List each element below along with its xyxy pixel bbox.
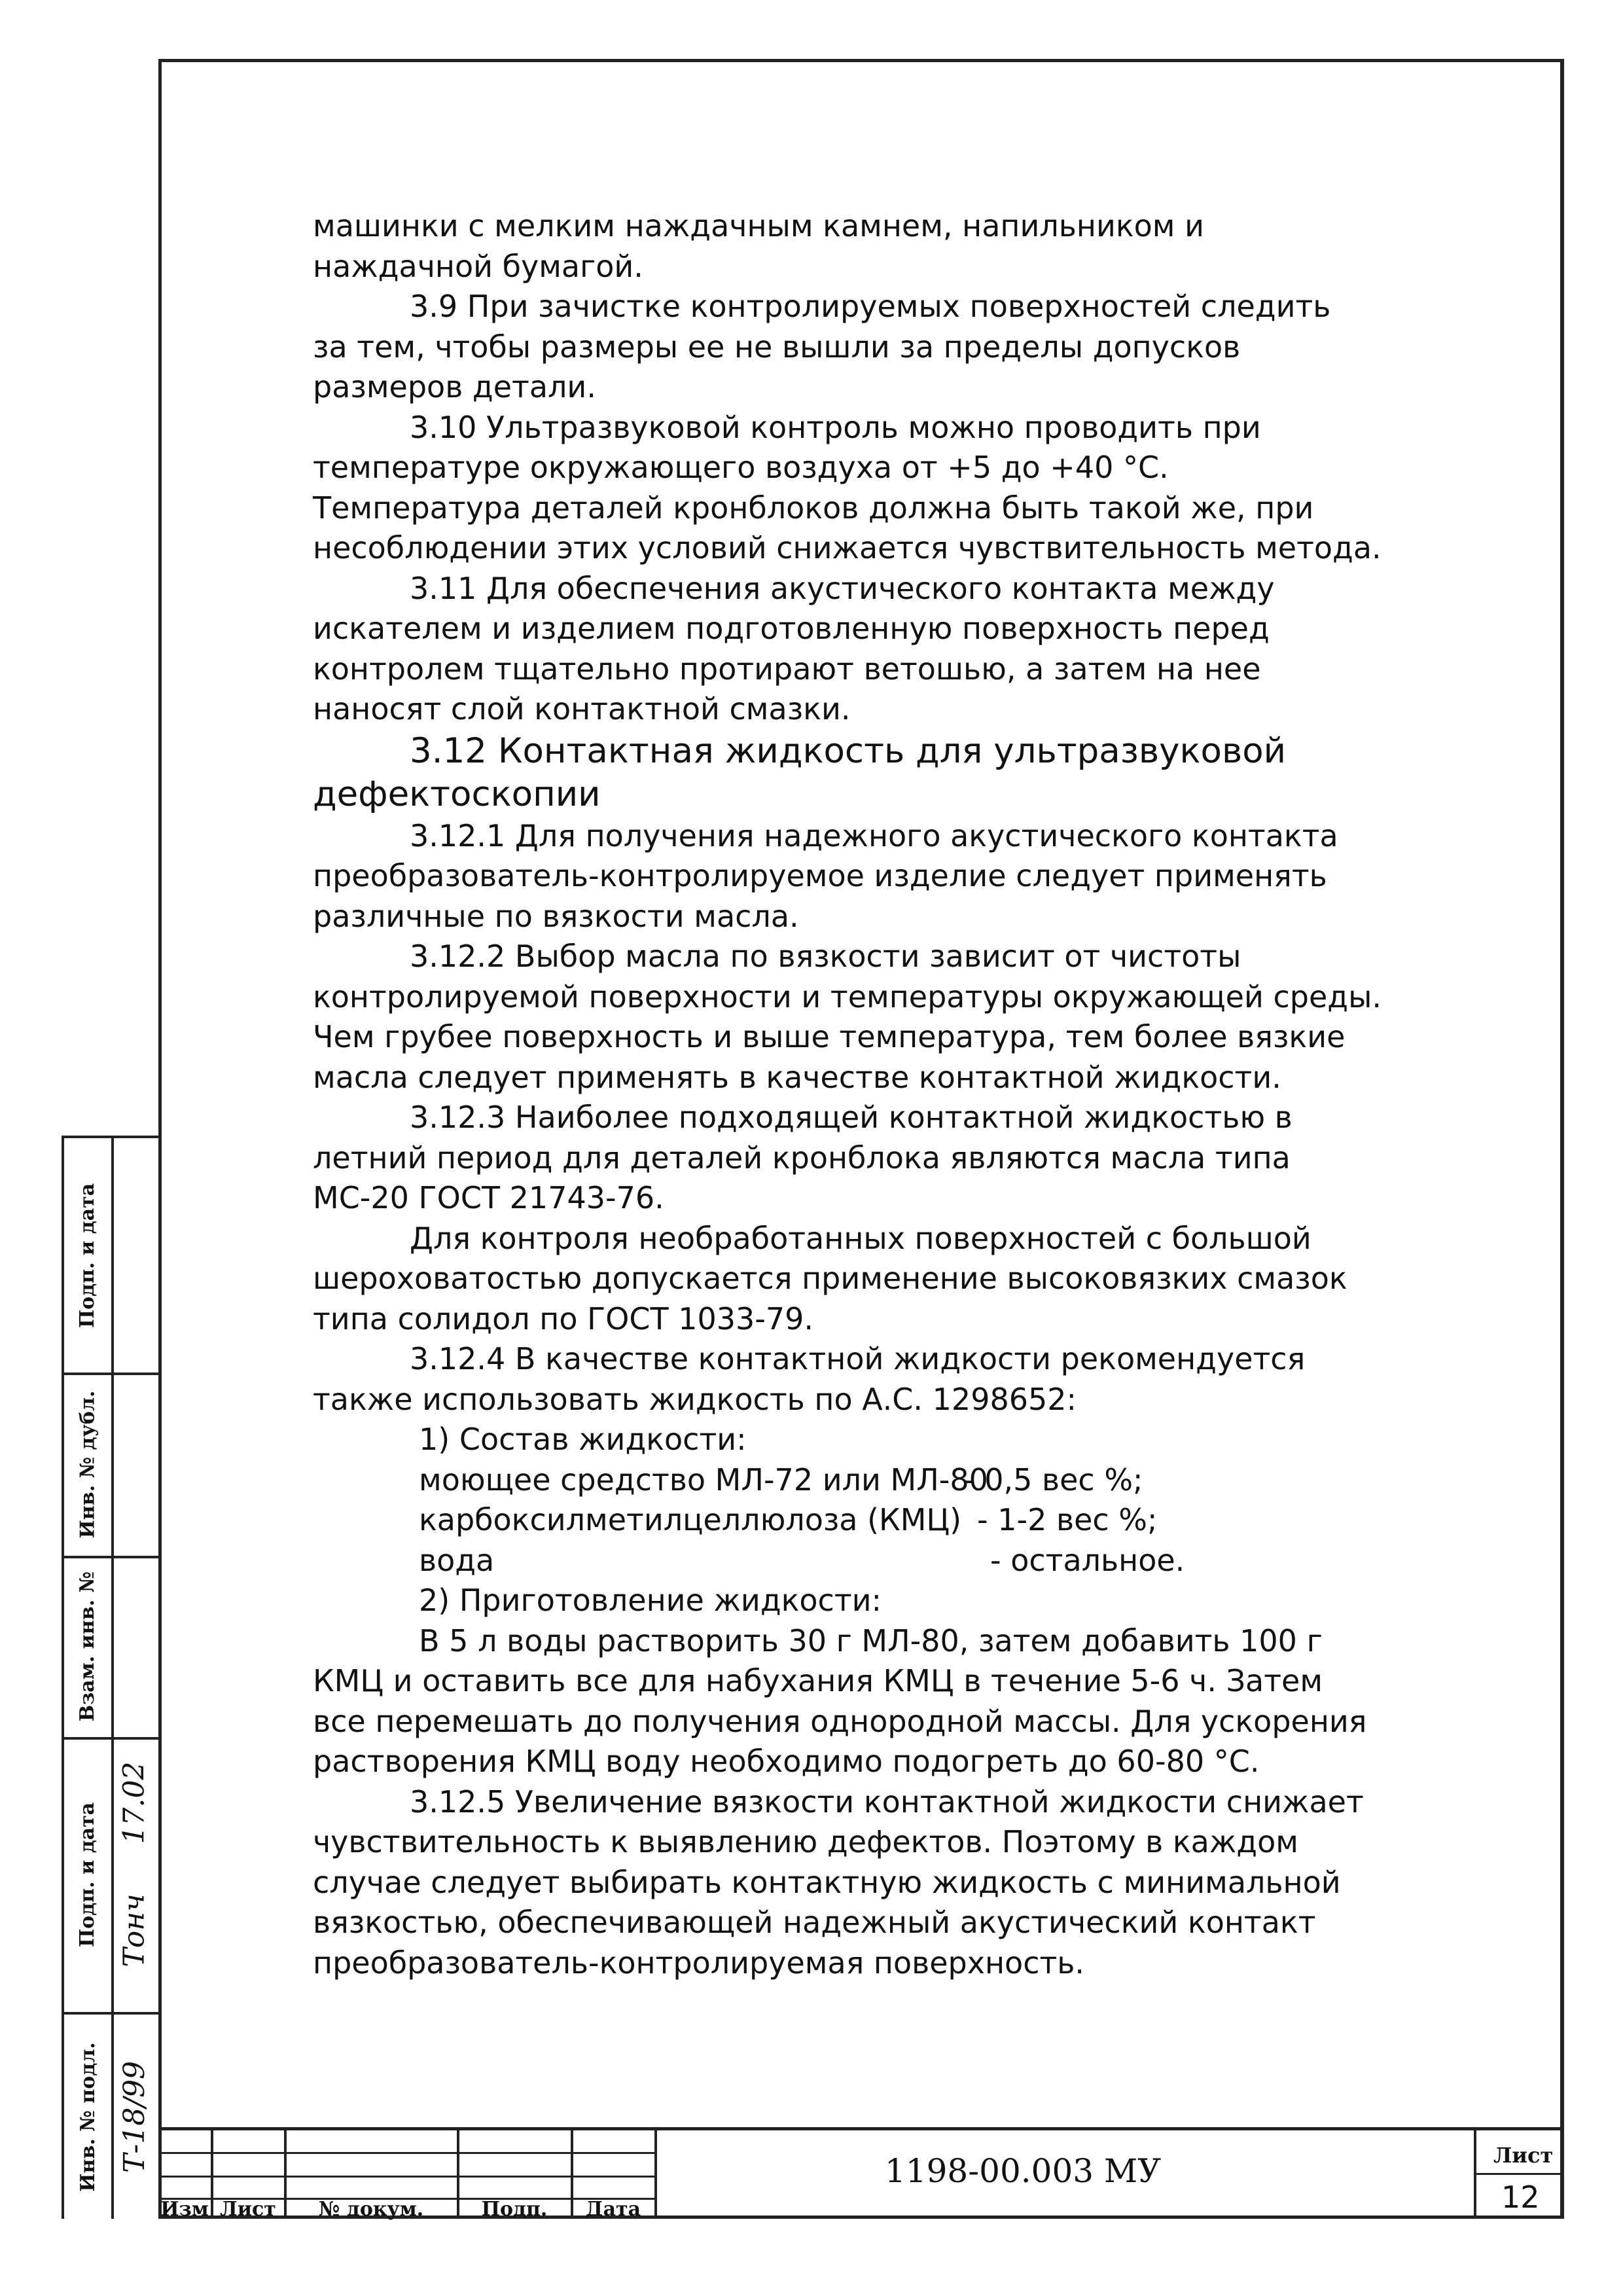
- component-name: моющее средство МЛ-72 или МЛ-80: [419, 1462, 988, 1498]
- component-name: вода: [419, 1542, 495, 1578]
- text-line: Чем грубее поверхность и выше температура, тем более вязкие: [313, 1019, 1346, 1054]
- sheet-cell-divider: [1474, 2173, 1564, 2175]
- text-line: вязкостью, обеспечивающей надежный акустический контакт: [313, 1905, 1316, 1940]
- header-date: Дата: [585, 2198, 641, 2221]
- text-line: 3.12.5 Увеличение вязкости контактной жидкости снижает: [410, 1784, 1364, 1820]
- document-body: [313, 206, 1465, 1983]
- text-line: несоблюдении этих условий снижается чувствительность метода.: [313, 530, 1382, 565]
- text-line: растворения КМЦ воду необходимо подогреть до 60-80 °С.: [313, 1744, 1260, 1779]
- text-line: 3.12.1 Для получения надежного акустического контакта: [410, 817, 1338, 853]
- composition-row: [313, 1460, 1465, 1501]
- side-label: Взам. инв. №: [76, 1571, 99, 1722]
- sheet-label: Лист: [1493, 2143, 1554, 2168]
- text-line: КМЦ и оставить все для набухания КМЦ в течение 5-6 ч. Затем: [313, 1663, 1323, 1698]
- handwritten-inventory-number: Т-18/99: [117, 2060, 151, 2173]
- composition-row: [313, 1541, 1465, 1581]
- text-line: все перемешать до получения однородной массы. Для ускорения: [313, 1703, 1367, 1739]
- text-line: также использовать жидкость по А.С. 1298652:: [313, 1381, 1077, 1417]
- header-signature: Подп.: [481, 2198, 548, 2221]
- handwritten-signature: Тонч: [117, 1893, 151, 1967]
- text-line: 3.10 Ультразвуковой контроль можно проводить при: [410, 409, 1261, 445]
- text-line: МС-20 ГОСТ 21743-76.: [313, 1180, 664, 1215]
- text-line: 3.12.3 Наиболее подходящей контактной жидкостью в: [410, 1100, 1293, 1135]
- component-value: - 1-2 вес %;: [977, 1502, 1158, 1537]
- text-line: масла следует применять в качестве контактной жидкости.: [313, 1059, 1281, 1095]
- text-line: летний период для деталей кронблока являются масла типа: [313, 1139, 1291, 1175]
- side-label: Инв. № дубл.: [76, 1390, 99, 1538]
- section-heading: дефектоскопии: [313, 774, 601, 814]
- text-line: 1) Состав жидкости:: [419, 1422, 747, 1457]
- component-name: карбоксилметилцеллюлоза (КМЦ): [419, 1502, 962, 1537]
- text-line: 2) Приготовление жидкости:: [419, 1583, 882, 1618]
- document-number: 1198-00.003 МУ: [885, 2152, 1162, 2190]
- header-list: Лист: [220, 2198, 276, 2221]
- component-value: - остальное.: [990, 1542, 1185, 1578]
- handwritten-date: 17.02: [117, 1761, 151, 1844]
- text-line: случае следует выбирать контактную жидкость с минимальной: [313, 1864, 1341, 1900]
- text-line: наносят слой контактной смазки.: [313, 691, 851, 726]
- text-line: наждачной бумагой.: [313, 248, 643, 284]
- side-label: Подп. и дата: [76, 1183, 99, 1328]
- text-line: температуре окружающего воздуха от +5 до +40 °С.: [313, 450, 1169, 485]
- sheet-number: 12: [1501, 2179, 1540, 2215]
- text-line: за тем, чтобы размеры ее не вышли за пределы допусков: [313, 329, 1241, 365]
- text-line: преобразователь-контролируемое изделие следует применять: [313, 858, 1327, 893]
- text-line: машинки с мелким наждачным камнем, напильником и: [313, 208, 1205, 243]
- header-izm: Изм: [160, 2198, 209, 2221]
- text-line: преобразователь-контролируемая поверхность.: [313, 1945, 1085, 1981]
- title-block-row: [158, 2176, 654, 2178]
- side-stamp-strip: [62, 1136, 158, 2219]
- text-line: типа солидол по ГОСТ 1033-79.: [313, 1300, 814, 1336]
- title-block-top: [158, 2127, 1564, 2130]
- text-line: чувствительность к выявлению дефектов. Поэтому в каждом: [313, 1824, 1298, 1859]
- side-label: Инв. № подл.: [76, 2041, 99, 2192]
- text-line: В 5 л воды растворить 30 г МЛ-80, затем добавить 100 г: [419, 1623, 1323, 1659]
- text-line: контролем тщательно протирают ветошью, а затем на нее: [313, 651, 1261, 687]
- text-line: Температура деталей кронблоков должна быть такой же, при: [313, 490, 1314, 526]
- header-doc-number: № докум.: [318, 2198, 424, 2221]
- title-block-row: [158, 2152, 654, 2154]
- col-line: [1474, 2127, 1476, 2219]
- text-line: размеров детали.: [313, 369, 596, 404]
- composition-row: [313, 1500, 1465, 1541]
- title-block: [158, 2127, 1564, 2219]
- col-line: [654, 2127, 657, 2219]
- text-line: 3.12.2 Выбор масла по вязкости зависит от чистоты: [410, 939, 1241, 974]
- component-value: - 0,5 вес %;: [964, 1462, 1143, 1498]
- text-line: 3.12.4 В качестве контактной жидкости рекомендуется: [410, 1341, 1306, 1376]
- text-line: искателем и изделием подготовленную поверхность перед: [313, 611, 1270, 646]
- text-line: 3.11 Для обеспечения акустического контакта между: [410, 570, 1275, 606]
- text-line: различные по вязкости масла.: [313, 898, 799, 934]
- text-line: контролируемой поверхности и температуры окружающей среды.: [313, 978, 1382, 1014]
- text-line: шероховатостью допускается применение высоковязких смазок: [313, 1261, 1347, 1296]
- text-line: 3.9 При зачистке контролируемых поверхностей следить: [410, 289, 1331, 324]
- side-label: Подп. и дата: [76, 1802, 99, 1947]
- text-line: Для контроля необработанных поверхностей с большой: [410, 1220, 1311, 1256]
- section-heading: 3.12 Контактная жидкость для ультразвуковой: [410, 730, 1287, 771]
